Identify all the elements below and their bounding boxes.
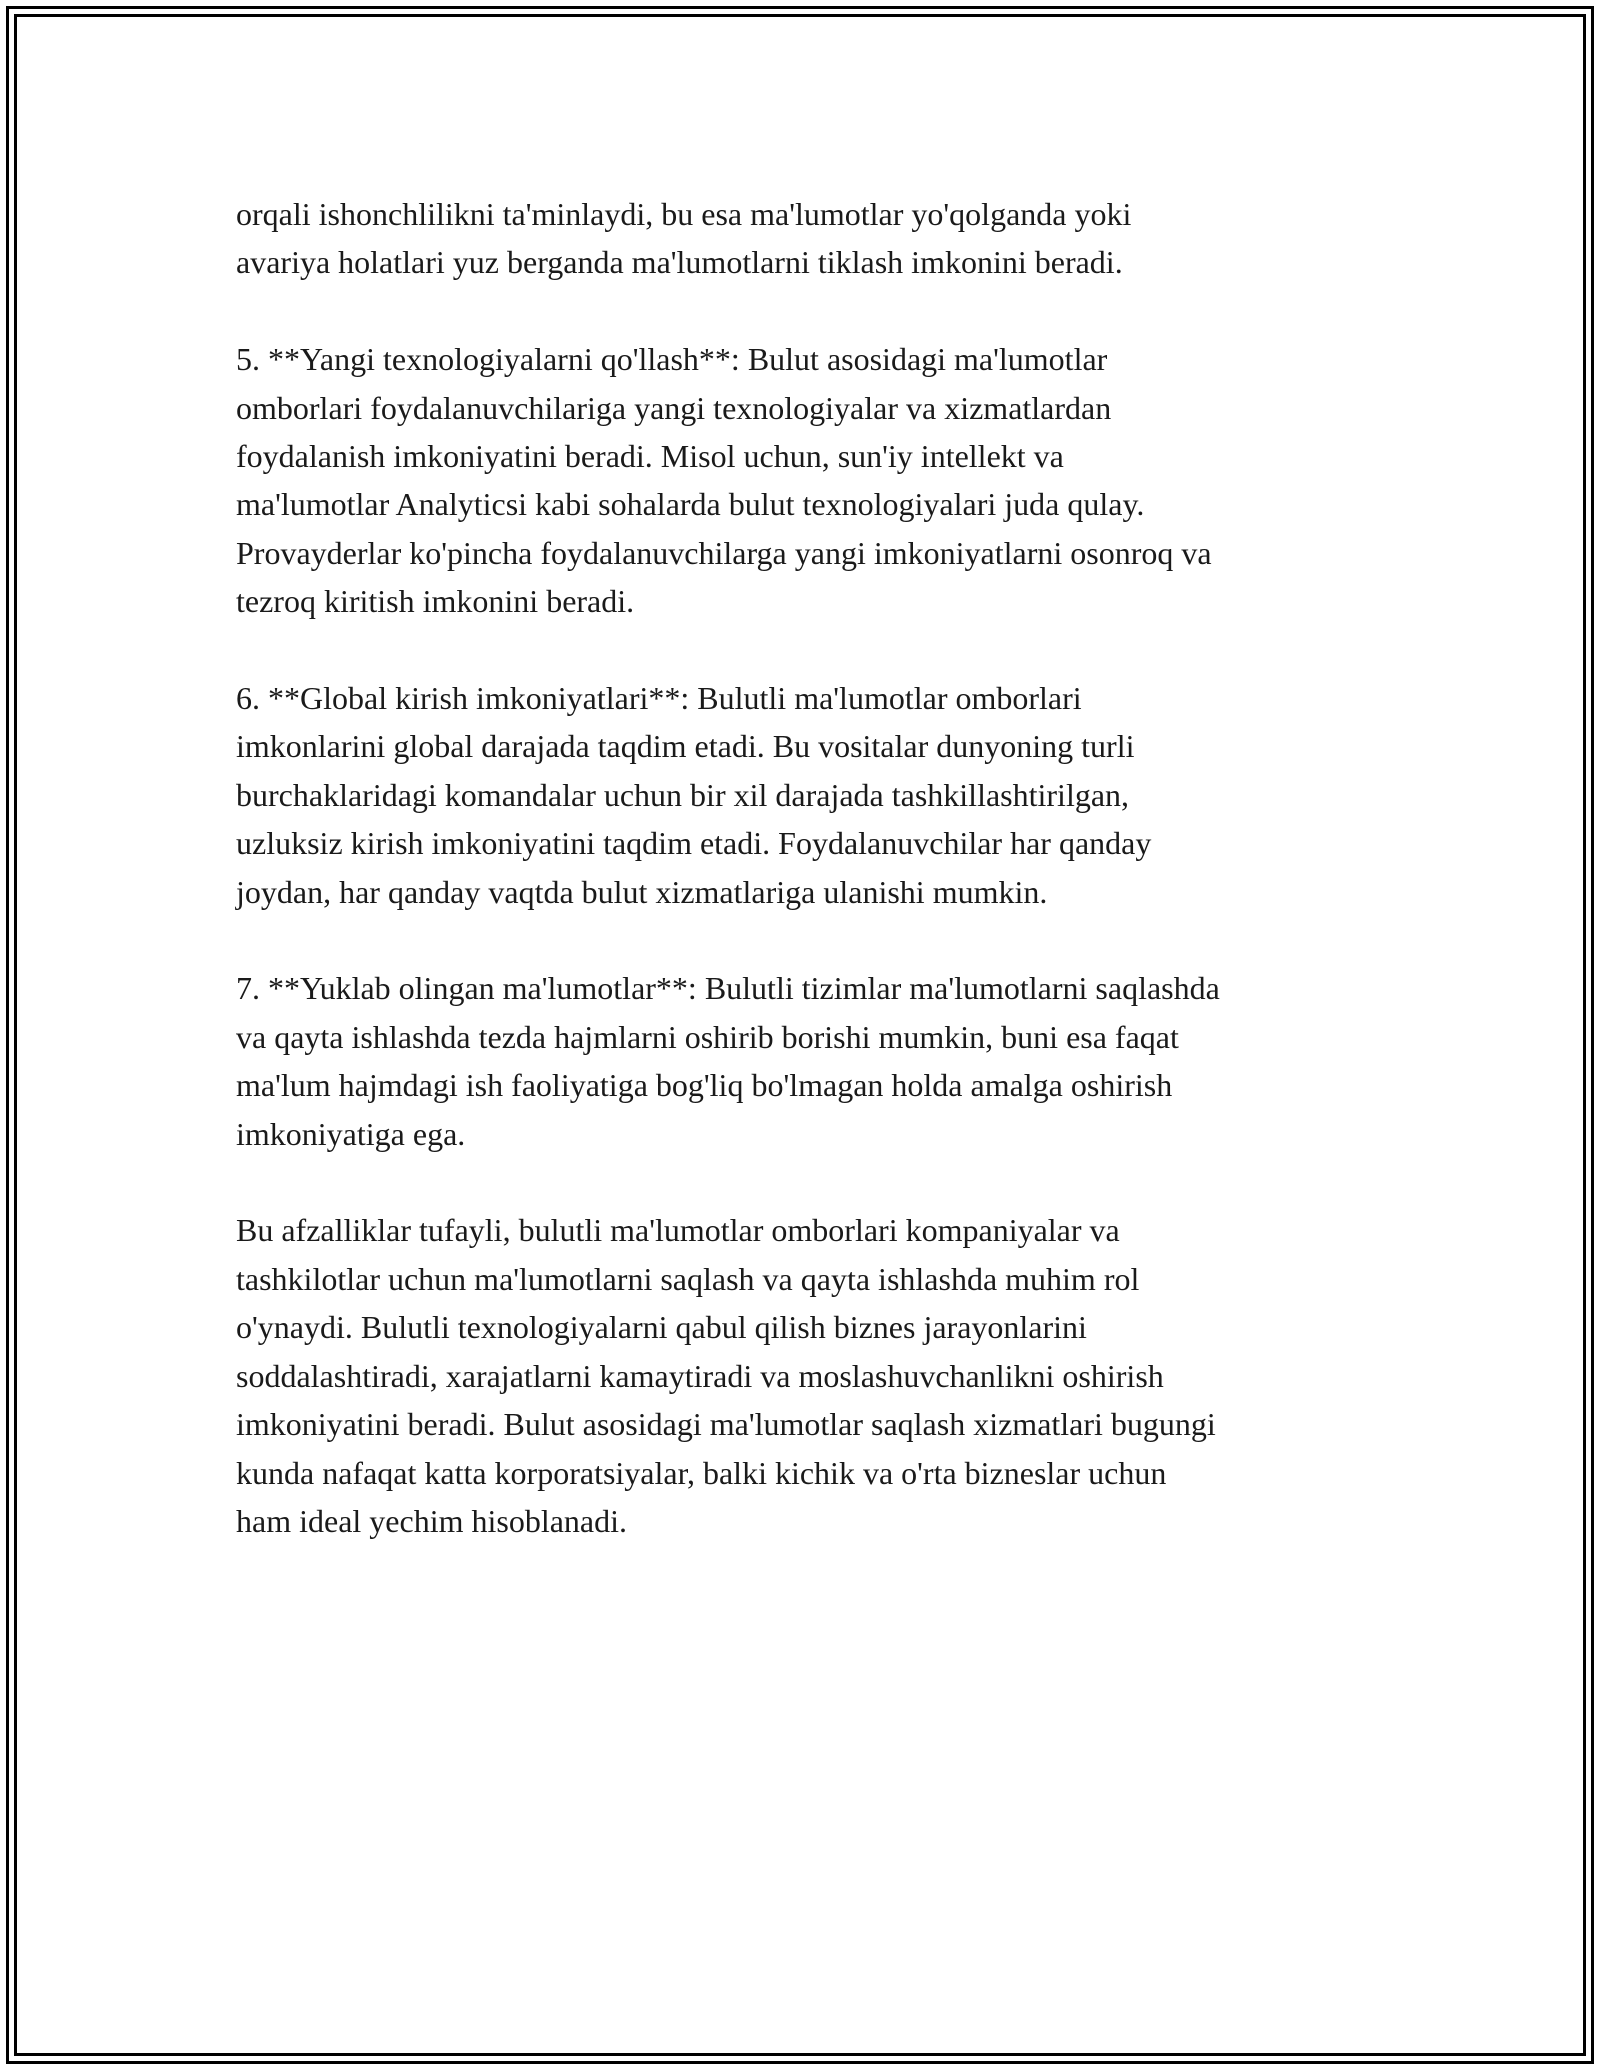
paragraph-item-7 bbox=[236, 964, 1396, 1158]
text-line: 7. **Yuklab olingan ma'lumotlar**: Bulutli tizimlar ma'lumotlarni saqlashda bbox=[236, 970, 1220, 1007]
text-line: imkoniyatiga ega. bbox=[236, 1115, 466, 1152]
text-line: orqali ishonchlilikni ta'minlaydi, bu esa ma'lumotlar yo'qolganda yoki bbox=[236, 196, 1132, 232]
text-line: soddalashtiradi, xarajatlarni kamaytiradi va moslashuvchanlikni oshirish bbox=[236, 1357, 1164, 1394]
text-line: ham ideal yechim hisoblanadi. bbox=[236, 1502, 627, 1539]
text-line: foydalanish imkoniyatini beradi. Misol uchun, sun'iy intellekt va bbox=[236, 438, 1064, 475]
text-line: ma'lumotlar Analyticsi kabi sohalarda bulut texnologiyalari juda qulay. bbox=[236, 486, 1145, 523]
text-line: Provayderlar ko'pincha foydalanuvchilarga yangi imkoniyatlarni osonroq va bbox=[236, 534, 1212, 571]
text-line: 6. **Global kirish imkoniyatlari**: Bulutli ma'lumotlar omborlari bbox=[236, 680, 1082, 717]
text-line: ma'lum hajmdagi ish faoliyatiga bog'liq bo'lmagan holda amalga oshirish bbox=[236, 1067, 1173, 1104]
text-line: omborlari foydalanuvchilariga yangi texnologiyalar va xizmatlardan bbox=[236, 389, 1112, 426]
text-line: imkonlarini global darajada taqdim etadi. Bu vositalar dunyoning turli bbox=[236, 728, 1135, 765]
text-line: tezroq kiritish imkonini beradi. bbox=[236, 583, 635, 620]
paragraph-item-5 bbox=[236, 335, 1396, 625]
paragraph-conclusion bbox=[236, 1206, 1396, 1545]
text-line: tashkilotlar uchun ma'lumotlarni saqlash va qayta ishlashda muhim rol bbox=[236, 1260, 1140, 1297]
document-body bbox=[236, 190, 1396, 1594]
text-line: avariya holatlari yuz berganda ma'lumotlarni tiklash imkonini beradi. bbox=[236, 244, 1123, 281]
text-line: va qayta ishlashda tezda hajmlarni oshirib borishi mumkin, buni esa faqat bbox=[236, 1018, 1179, 1055]
text-line: imkoniyatini beradi. Bulut asosidagi ma'lumotlar saqlash xizmatlari bugungi bbox=[236, 1406, 1216, 1443]
text-line: burchaklaridagi komandalar uchun bir xil darajada tashkillashtirilgan, bbox=[236, 776, 1130, 813]
text-line: 5. **Yangi texnologiyalarni qo'llash**: Bulut asosidagi ma'lumotlar bbox=[236, 341, 1108, 378]
text-line: joydan, har qanday vaqtda bulut xizmatlariga ulanishi mumkin. bbox=[236, 873, 1048, 910]
text-line: uzluksiz kirish imkoniyatini taqdim etadi. Foydalanuvchilar har qanday bbox=[236, 825, 1152, 862]
text-line: o'ynaydi. Bulutli texnologiyalarni qabul qilish biznes jarayonlarini bbox=[236, 1309, 1087, 1346]
paragraph-item-6 bbox=[236, 674, 1396, 916]
paragraph-continuation bbox=[236, 190, 1396, 287]
text-line: Bu afzalliklar tufayli, bulutli ma'lumotlar omborlari kompaniyalar va bbox=[236, 1212, 1120, 1249]
text-line: kunda nafaqat katta korporatsiyalar, balki kichik va o'rta bizneslar uchun bbox=[236, 1454, 1167, 1491]
